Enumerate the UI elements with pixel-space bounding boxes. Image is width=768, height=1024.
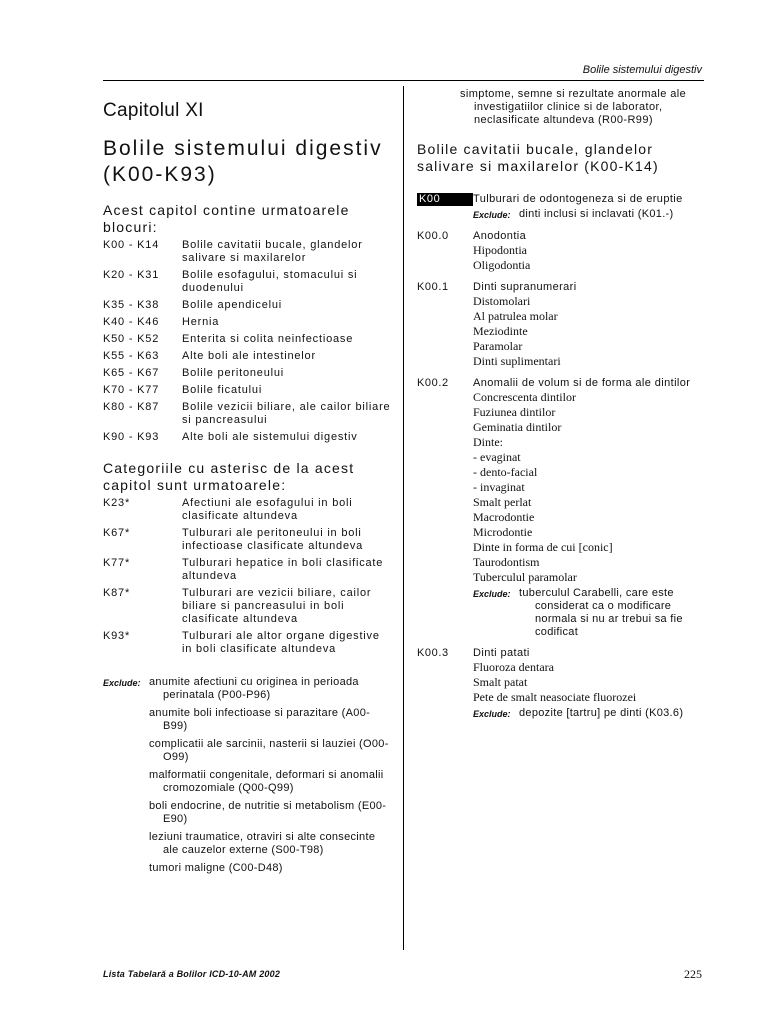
category-description: Afectiuni ale esofagului in boli clasificate altundeva — [182, 497, 353, 522]
exclude-item: anumite boli infectioase si parazitare (A00-B99) — [149, 707, 371, 732]
inclusion-term: Dinte: — [473, 435, 503, 449]
exclude-item: complicatii ale sarcinii, nasterii si lauziei (O00-O99) — [149, 738, 389, 763]
inclusion-term: Paramolar — [473, 339, 523, 353]
asterisk-heading: Categoriile cu asterisc de la acest capitol sunt urmatoarele: — [103, 460, 355, 493]
category-code: K20 - K31 — [103, 269, 160, 281]
inclusion-term: Microdontie — [473, 525, 533, 539]
inclusion-term: Distomolari — [473, 294, 531, 308]
exclude-label: Exclude: — [103, 678, 141, 688]
inclusion-term: Hipodontia — [473, 243, 527, 257]
code-entry — [417, 230, 707, 273]
section-heading: Bolile cavitatii bucale, glandelor salivare si maxilarelor (K00-K14) — [417, 141, 659, 174]
category-description: Bolile cavitatii bucale, glandelor salivare si maxilarelor — [182, 239, 363, 264]
asterisk-row — [103, 557, 393, 583]
entry-code: K00.0 — [417, 230, 449, 242]
inclusion-term: Geminatia dintilor — [473, 420, 562, 434]
category-description: Tulburari ale peritoneului in boli infectioase clasificate altundeva — [182, 527, 364, 552]
exclude-text: tuberculul Carabelli, care este considerat ca o modificare normala si nu ar trebui sa fie codificat — [519, 587, 683, 638]
category-description: Enterita si colita neinfectioase — [182, 333, 354, 345]
category-description: Tulburari hepatice in boli clasificate altundeva — [182, 557, 384, 582]
header-rule — [103, 80, 704, 81]
blocks-heading: Acest capitol contine urmatoarele blocuri: — [103, 202, 350, 235]
inclusion-term: Smalt patat — [473, 675, 528, 689]
entry-exclude — [473, 587, 707, 639]
category-code: K80 - K87 — [103, 401, 160, 413]
left-column — [103, 100, 393, 880]
column-divider — [403, 86, 404, 950]
entry-title: Anomalii de volum si de forma ale dintilor — [473, 377, 691, 389]
continuation-text: simptome, semne si rezultate anormale ale investigatiilor clinice si de laborator, neclasificate altundeva (R00-R99) — [460, 88, 687, 126]
entry-code: K00.2 — [417, 377, 449, 389]
block-row — [103, 333, 393, 346]
entry-body — [473, 647, 707, 721]
category-code: K35 - K38 — [103, 299, 160, 311]
block-row — [103, 269, 393, 295]
category-description: Alte boli ale sistemului digestiv — [182, 431, 358, 443]
category-code: K93* — [103, 630, 131, 642]
category-code: K65 - K67 — [103, 367, 160, 379]
code-entry — [417, 281, 707, 369]
chapter-title: Bolile sistemului digestiv (K00-K93) — [103, 137, 383, 186]
asterisk-row — [103, 630, 393, 656]
category-description: Tulburari ale altor organe digestive in boli clasificate altundeva — [182, 630, 380, 655]
category-code: K00 - K14 — [103, 239, 160, 251]
entry-title: Dinti supranumerari — [473, 281, 577, 293]
inclusion-term: Smalt perlat — [473, 495, 532, 509]
category-description: Alte boli ale intestinelor — [182, 350, 316, 362]
exclude-item: anumite afectiuni cu originea in perioada perinatala (P00-P96) — [149, 676, 359, 701]
entry-title: Anodontia — [473, 230, 527, 242]
entry-list — [417, 193, 707, 721]
entry-body — [473, 281, 707, 369]
category-code: K40 - K46 — [103, 316, 160, 328]
inclusion-term: Dinti suplimentari — [473, 354, 561, 368]
block-row — [103, 431, 393, 444]
block-row — [103, 401, 393, 427]
chapter-exclude — [103, 676, 393, 880]
code-entry — [417, 647, 707, 721]
category-code: K23* — [103, 497, 131, 509]
entry-code: K00.3 — [417, 647, 449, 659]
category-description: Bolile apendicelui — [182, 299, 283, 311]
inclusion-term: - evaginat — [473, 450, 521, 464]
inclusion-term: - dento-facial — [473, 465, 538, 479]
exclude-label: Exclude: — [473, 589, 511, 599]
code-entry — [417, 193, 707, 222]
category-code: K55 - K63 — [103, 350, 160, 362]
exclude-list — [149, 676, 393, 880]
inclusion-term: Fuziunea dintilor — [473, 405, 556, 419]
category-code: K90 - K93 — [103, 431, 160, 443]
category-description: Bolile peritoneului — [182, 367, 285, 379]
right-column — [417, 88, 707, 729]
inclusion-term: Pete de smalt neasociate fluorozei — [473, 690, 637, 704]
running-header: Bolile sistemului digestiv — [582, 64, 702, 76]
category-description: Hernia — [182, 316, 220, 328]
blocks-list — [103, 239, 393, 444]
block-row — [103, 384, 393, 397]
category-description: Bolile ficatului — [182, 384, 263, 396]
entry-exclude — [473, 208, 707, 222]
category-code: K77* — [103, 557, 131, 569]
category-code: K87* — [103, 587, 131, 599]
entry-body — [473, 193, 707, 222]
inclusion-term: Tuberculul paramolar — [473, 570, 577, 584]
asterisk-row — [103, 587, 393, 626]
exclude-item: leziuni traumatice, otraviri si alte consecinte ale cauzelor externe (S00-T98) — [149, 831, 376, 856]
entry-code: K00.1 — [417, 281, 449, 293]
entry-exclude — [473, 707, 707, 721]
entry-code: K00 — [417, 193, 473, 206]
category-description: Tulburari are vezicii biliare, cailor biliare si pancreasului in boli clasificate altundeva — [182, 587, 372, 625]
asterisk-list — [103, 497, 393, 656]
exclude-text: depozite [tartru] pe dinti (K03.6) — [519, 707, 684, 719]
footer-title: Lista Tabelară a Bolilor ICD-10-AM 2002 — [103, 969, 281, 979]
inclusion-term: Macrodontie — [473, 510, 535, 524]
entry-title: Tulburari de odontogeneza si de eruptie — [473, 193, 683, 205]
inclusion-term: Meziodinte — [473, 324, 528, 338]
inclusion-term: Taurodontism — [473, 555, 540, 569]
entry-title: Dinti patati — [473, 647, 530, 659]
category-description: Bolile esofagului, stomacului si duodenului — [182, 269, 358, 294]
category-code: K67* — [103, 527, 131, 539]
category-code: K70 - K77 — [103, 384, 160, 396]
inclusion-term: Fluoroza dentara — [473, 660, 554, 674]
entry-body — [473, 230, 707, 273]
entry-body — [473, 377, 707, 639]
exclude-label: Exclude: — [473, 210, 511, 220]
exclude-item: malformatii congenitale, deformari si anomalii cromozomiale (Q00-Q99) — [149, 769, 384, 794]
inclusion-term: Al patrulea molar — [473, 309, 558, 323]
exclude-label: Exclude: — [473, 709, 511, 719]
code-entry — [417, 377, 707, 639]
block-row — [103, 239, 393, 265]
category-description: Bolile vezicii biliare, ale cailor biliare si pancreasului — [182, 401, 391, 426]
inclusion-term: Concrescenta dintilor — [473, 390, 576, 404]
exclude-text: dinti inclusi si inclavati (K01.-) — [519, 208, 674, 220]
page-number: 225 — [684, 967, 702, 981]
inclusion-term: Oligodontia — [473, 258, 531, 272]
category-code: K50 - K52 — [103, 333, 160, 345]
asterisk-row — [103, 497, 393, 523]
exclude-item: tumori maligne (C00-D48) — [149, 862, 283, 874]
block-row — [103, 316, 393, 329]
block-row — [103, 350, 393, 363]
exclude-item: boli endocrine, de nutritie si metabolism (E00-E90) — [149, 800, 387, 825]
inclusion-term: Dinte in forma de cui [conic] — [473, 540, 613, 554]
chapter-label: Capitolul XI — [103, 100, 204, 121]
asterisk-row — [103, 527, 393, 553]
inclusion-term: - invaginat — [473, 480, 525, 494]
block-row — [103, 299, 393, 312]
block-row — [103, 367, 393, 380]
